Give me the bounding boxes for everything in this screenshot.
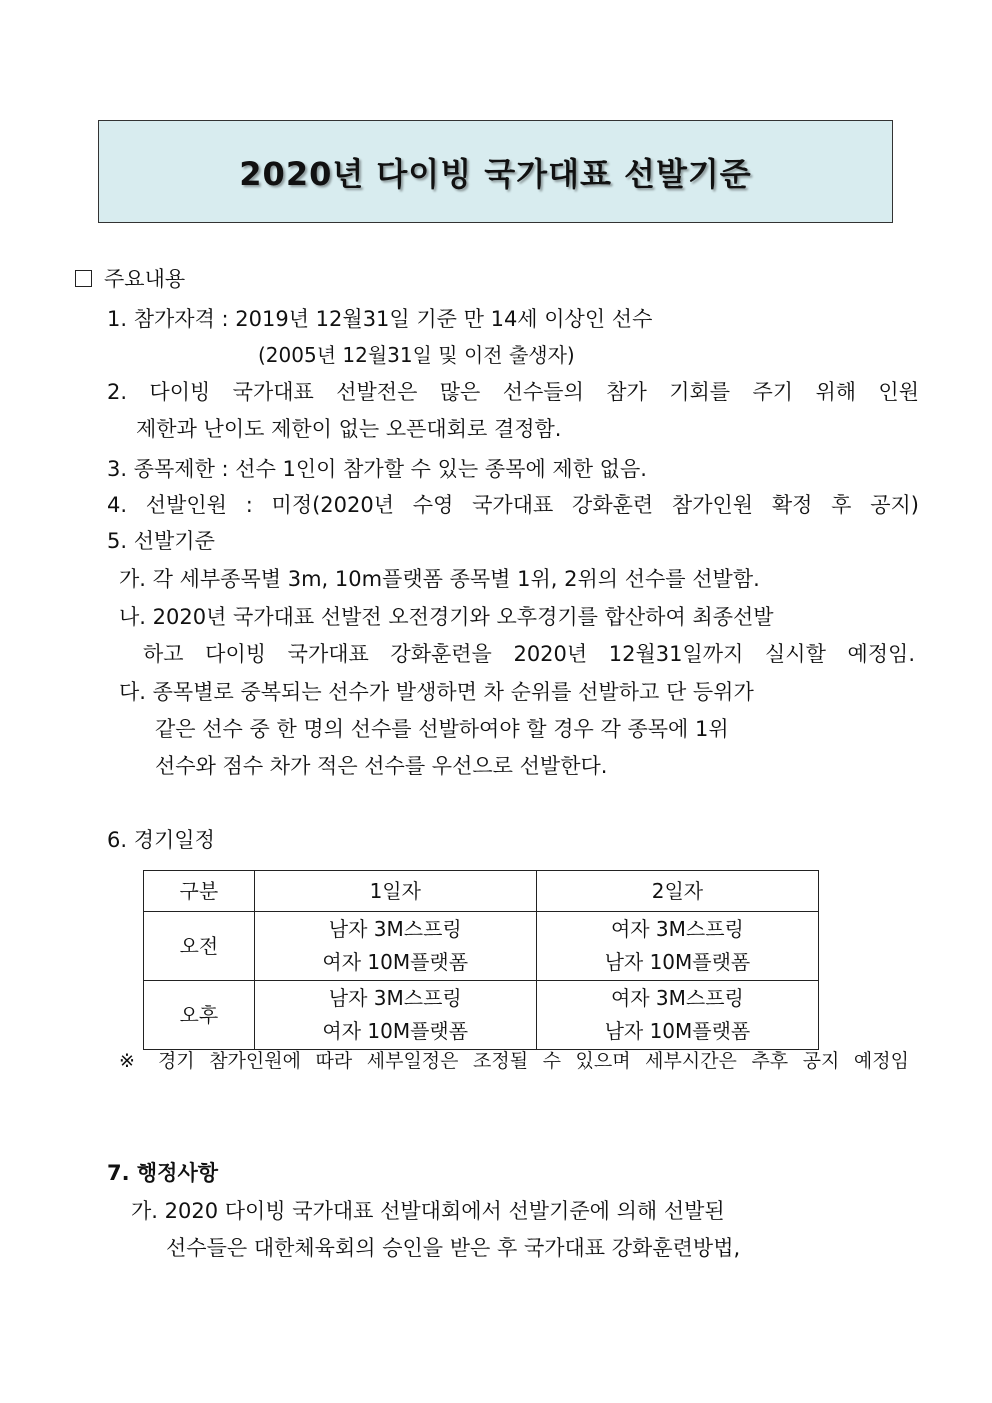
item-3: 3. 종목제한 : 선수 1인이 참가할 수 있는 종목에 제한 없음.	[107, 457, 647, 481]
cell-line: 여자 3M스프링	[610, 986, 744, 1010]
table-cell	[536, 981, 818, 1050]
item-5-ga: 가. 각 세부종목별 3m, 10m플랫폼 종목별 1위, 2위의 선수를 선발함.	[119, 567, 760, 591]
item-5-na-line2: 하고 다이빙 국가대표 강화훈련을 2020년 12월31일까지 실시할 예정임.	[143, 642, 915, 666]
table-cell	[254, 981, 536, 1050]
item-6: 6. 경기일정	[107, 828, 215, 852]
item-5-na-line1: 나. 2020년 국가대표 선발전 오전경기와 오후경기를 합산하여 최종선발	[119, 605, 774, 629]
cell-line: 여자 10M플랫폼	[322, 1019, 469, 1043]
table-header-cell: 구분	[144, 871, 255, 912]
item-5-da-line3: 선수와 점수 차가 적은 선수를 우선으로 선발한다.	[155, 754, 608, 778]
item-7-ga-line1: 가. 2020 다이빙 국가대표 선발대회에서 선발기준에 의해 선발된	[131, 1199, 725, 1223]
row-label: 오전	[144, 912, 255, 981]
table-header-row	[144, 871, 819, 912]
title-box	[98, 120, 893, 223]
cell-line: 여자 3M스프링	[610, 917, 744, 941]
cell-line: 남자 3M스프링	[328, 986, 462, 1010]
schedule-table	[143, 870, 819, 1050]
item-1: 1. 참가자격 : 2019년 12월31일 기준 만 14세 이상인 선수	[107, 307, 653, 331]
section-heading-label: 주요내용	[104, 267, 186, 291]
item-5-da-line1: 다. 종목별로 중복되는 선수가 발생하면 차 순위를 선발하고 단 등위가	[119, 680, 754, 704]
cell-line: 남자 3M스프링	[328, 917, 462, 941]
item-7-ga-line2: 선수들은 대한체육회의 승인을 받은 후 국가대표 강화훈련방법,	[166, 1236, 741, 1260]
table-cell	[254, 912, 536, 981]
item-7: 7. 행정사항	[107, 1161, 219, 1185]
page-title: 2020년 다이빙 국가대표 선발기준	[239, 154, 752, 193]
schedule-note: ※ 경기 참가인원에 따라 세부일정은 조정될 수 있으며 세부시간은 추후 공지 예정임	[119, 1050, 909, 1072]
table-row	[144, 981, 819, 1050]
section-heading	[75, 264, 185, 294]
table-row	[144, 912, 819, 981]
cell-line: 남자 10M플랫폼	[604, 1019, 751, 1043]
cell-line: 여자 10M플랫폼	[322, 950, 469, 974]
cell-line: 남자 10M플랫폼	[604, 950, 751, 974]
item-2-line1: 2. 다이빙 국가대표 선발전은 많은 선수들의 참가 기회를 주기 위해 인원	[107, 380, 919, 404]
row-label: 오후	[144, 981, 255, 1050]
item-1-sub: (2005년 12월31일 및 이전 출생자)	[258, 343, 575, 367]
item-4: 4. 선발인원 : 미정(2020년 수영 국가대표 강화훈련 참가인원 확정 후 공지)	[107, 493, 919, 517]
item-2-line2: 제한과 난이도 제한이 없는 오픈대회로 결정함.	[136, 417, 562, 441]
table-header-cell: 1일자	[254, 871, 536, 912]
item-5-da-line2: 같은 선수 중 한 명의 선수를 선발하여야 할 경우 각 종목에 1위	[155, 717, 729, 741]
checkbox-icon	[75, 270, 92, 287]
item-5: 5. 선발기준	[107, 529, 215, 553]
table-cell	[536, 912, 818, 981]
table-header-cell: 2일자	[536, 871, 818, 912]
